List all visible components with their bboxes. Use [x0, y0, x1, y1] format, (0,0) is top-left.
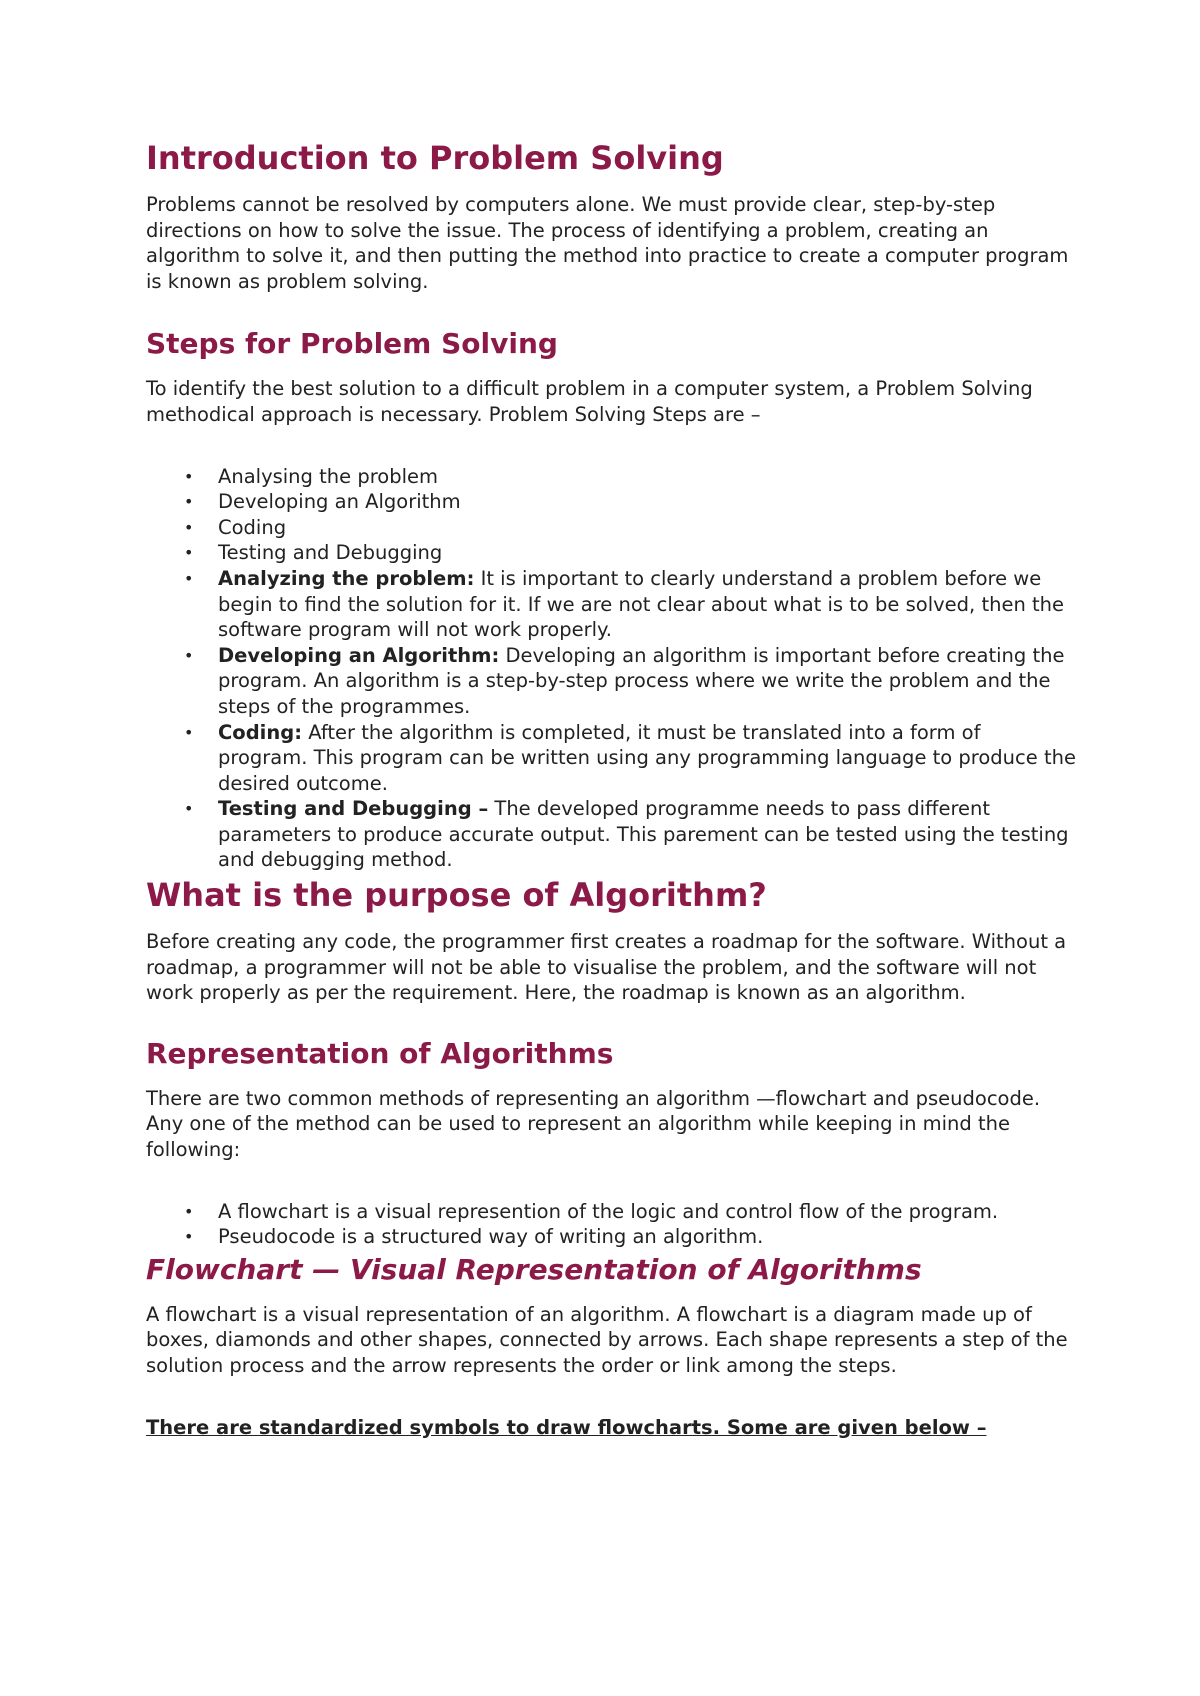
bullet-icon: • — [184, 517, 194, 537]
intro-text-3: program is known as problem solving. — [146, 244, 1069, 293]
purpose-paragraph: Before creating any code, the programmer first creates a roadmap for the software. Without a roadmap, a programmer will not be able to visualise the problem, and the software will not work properly as per the requirement. Here, the roadmap is known as an algorithm. — [146, 930, 1067, 1005]
list-item-bold: Developing an Algorithm: — [218, 643, 500, 667]
list-item — [146, 1199, 1076, 1225]
bullet-icon: • — [184, 722, 194, 742]
bullet-icon: • — [184, 466, 194, 486]
bullet-icon: • — [184, 645, 194, 665]
list-item — [146, 566, 1076, 643]
link-computers[interactable]: computers — [465, 193, 570, 216]
bullet-icon: • — [184, 1227, 194, 1247]
intro-text-2: alone. We must provide clear, step-by-step directions on how to solve the issue. The process of identifying a problem, creating an algorithm to solve it, and then putting the method into practice to create a — [146, 193, 996, 268]
steps-list — [146, 464, 1076, 874]
heading-representation: Representation of Algorithms — [146, 1036, 614, 1070]
steps-paragraph: To identify the best solution to a difficult problem in a computer system, a Problem Solving methodical approach is necessary. Problem Solving Steps are – — [146, 377, 1033, 426]
heading-purpose: What is the purpose of Algorithm? — [146, 876, 767, 915]
list-item-text: Developing an Algorithm — [218, 490, 461, 514]
list-item — [146, 720, 1076, 797]
link-computer[interactable]: computer — [884, 244, 979, 268]
list-item-bold: Testing and Debugging – — [218, 797, 489, 821]
flowchart-paragraph: A flowchart is a visual representation of an algorithm. A flowchart is a diagram made up of boxes, diamonds and other shapes, connected by arrows. Each shape represents a step of the solution process and the arrow represents the order or link among the steps. — [146, 1302, 1068, 1377]
list-item-text: Pseudocode is a structured way of writing an algorithm. — [218, 1225, 764, 1249]
list-item-text: Analysing the problem — [218, 464, 439, 488]
list-item-text: A flowchart is a visual represention of the logic and control flow of the program. — [218, 1199, 999, 1223]
bullet-icon: • — [184, 568, 194, 588]
list-item — [146, 643, 1076, 720]
list-item — [146, 540, 1076, 566]
list-item-text: It is important to clearly understand a problem before we begin to find the solution for it. If we are not clear about what is to be solved, then the software program will not work properly. — [218, 566, 1065, 642]
list-item-text: After the algorithm is completed, it must be translated into a form of program. This program can be written using any programming language to produce the desired outcome. — [218, 720, 1076, 795]
list-item-text: Testing and Debugging — [218, 541, 443, 565]
list-item — [146, 1224, 1076, 1250]
representation-list — [146, 1199, 1076, 1250]
representation-paragraph: There are two common methods of representing an algorithm —flowchart and pseudocode. Any one of the method can be used to represent an algorithm while keeping in mind the following: — [146, 1086, 1041, 1162]
intro-text-1: Problems cannot be resolved by — [146, 193, 466, 216]
bullet-icon: • — [184, 492, 194, 512]
list-item-bold: Coding: — [218, 720, 302, 744]
heading-flowchart: Flowchart — Visual Representation of Algorithms — [146, 1252, 922, 1286]
list-item — [146, 796, 1076, 873]
heading-introduction: Introduction to Problem Solving — [146, 139, 724, 177]
bullet-icon: • — [184, 543, 194, 563]
intro-paragraph — [146, 192, 1076, 294]
list-item — [146, 464, 1076, 490]
bullet-icon: • — [184, 1201, 194, 1221]
list-item — [146, 489, 1076, 515]
bullet-icon: • — [184, 799, 194, 819]
list-item-text: Coding — [218, 515, 287, 539]
heading-steps: Steps for Problem Solving — [146, 327, 558, 361]
list-item-text: Developing an algorithm is important before creating the program. An algorithm is a step-by-step process where we write the problem and the steps of the programmes. — [218, 643, 1065, 718]
flowchart-symbols-note: There are standardized symbols to draw flowcharts. Some are given below – — [146, 1415, 987, 1439]
document-page — [146, 138, 1076, 1440]
list-item-text: The developed programme needs to pass different parameters to produce accurate output. This parement can be tested using the testing and debugging method. — [218, 797, 1069, 872]
list-item-bold: Analyzing the problem: — [218, 566, 475, 590]
list-item — [146, 515, 1076, 541]
